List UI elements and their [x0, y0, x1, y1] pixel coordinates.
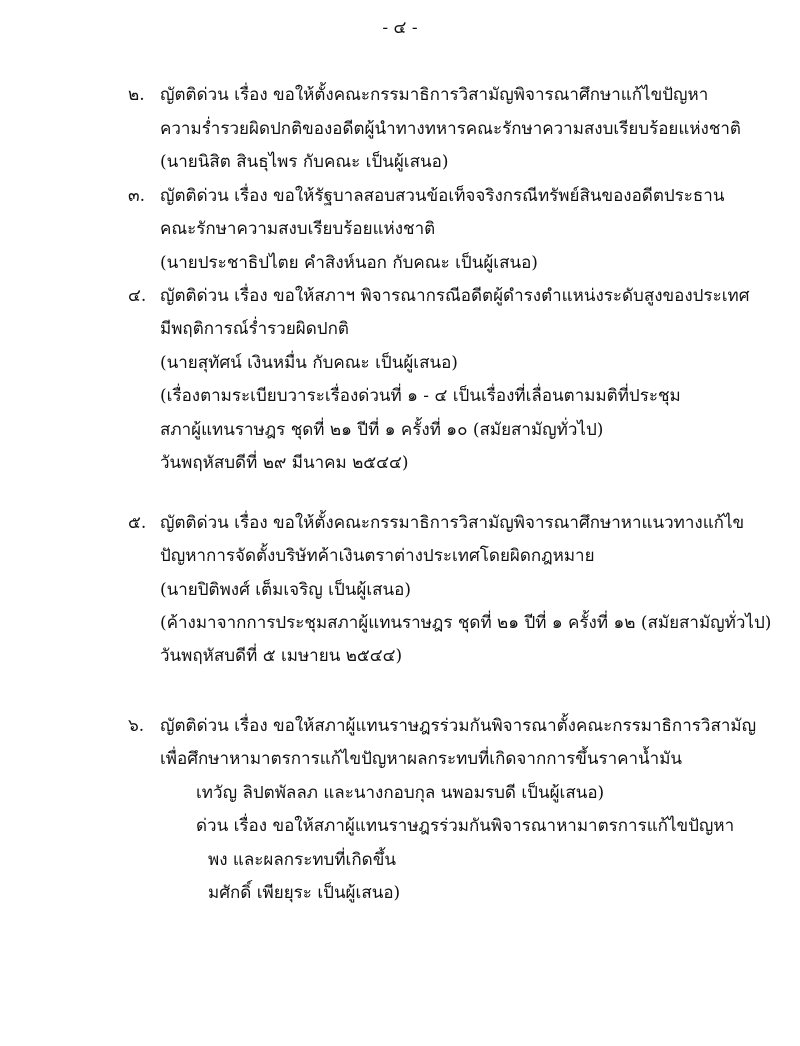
- item-line: เพื่อศึกษาหามาตรการแก้ไขปัญหาผลกระทบที่เกิดจากการขึ้นราคาน้ำมัน: [160, 749, 683, 769]
- item-line: คณะรักษาความสงบเรียบร้อยแห่งชาติ: [160, 219, 436, 239]
- item-line: ความร่ำรวยผิดปกติของอดีตผู้นำทางทหารคณะรักษาความสงบเรียบร้อยแห่งชาติ: [160, 119, 741, 139]
- item-number: ๓.: [128, 186, 146, 206]
- item-line: วันพฤหัสบดีที่ ๒๙ มีนาคม ๒๕๔๔): [160, 453, 409, 473]
- item-line: ญัตติด่วน เรื่อง ขอให้รัฐบาลสอบสวนข้อเท็จจริงกรณีทรัพย์สินของอดีตประธาน: [160, 186, 725, 206]
- item-line: ญัตติด่วน เรื่อง ขอให้ตั้งคณะกรรมาธิการวิสามัญพิจารณาศึกษาแก้ไขปัญหา: [160, 85, 709, 105]
- page-number: - ๔ -: [382, 18, 418, 38]
- partial-line: เทวัญ ลิปตพัลลภ และนางกอบกุล นพอมรบดี เป็นผู้เสนอ): [196, 783, 605, 803]
- item-line: ปัญหาการจัดตั้งบริษัทค้าเงินตราต่างประเทศโดยผิดกฎหมาย: [160, 546, 595, 566]
- item-line: ญัตติด่วน เรื่อง ขอให้สภาผู้แทนราษฎรร่วมกันพิจารณาตั้งคณะกรรมาธิการวิสามัญ: [160, 716, 757, 736]
- item-line: (นายสุทัศน์ เงินหมื่น กับคณะ เป็นผู้เสนอ): [160, 353, 458, 373]
- item-number: ๒.: [128, 85, 145, 105]
- item-number: ๕.: [128, 513, 147, 533]
- item-line: มีพฤติการณ์ร่ำรวยผิดปกติ: [160, 319, 349, 339]
- item-line: (นายปิติพงศ์ เต็มเจริญ เป็นผู้เสนอ): [160, 580, 411, 600]
- item-line: (นายนิสิต สินธุไพร กับคณะ เป็นผู้เสนอ): [160, 152, 449, 172]
- item-line: ญัตติด่วน เรื่อง ขอให้ตั้งคณะกรรมาธิการวิสามัญพิจารณาศึกษาหาแนวทางแก้ไข: [160, 513, 745, 533]
- item-line: วันพฤหัสบดีที่ ๕ เมษายน ๒๕๔๔): [160, 646, 403, 666]
- partial-line: มศักดิ์ เพียยุระ เป็นผู้เสนอ): [208, 883, 401, 903]
- item-number: ๔.: [128, 286, 147, 306]
- item-line: สภาผู้แทนราษฎร ชุดที่ ๒๑ ปีที่ ๑ ครั้งที่ ๑๐ (สมัยสามัญทั่วไป): [160, 420, 604, 440]
- item-line: (นายประชาธิปไตย คำสิงห์นอก กับคณะ เป็นผู้เสนอ): [160, 253, 538, 273]
- item-line: ญัตติด่วน เรื่อง ขอให้สภาฯ พิจารณากรณีอดีตผู้ดำรงตำแหน่งระดับสูงของประเทศ: [160, 286, 750, 306]
- item-line: (เรื่องตามระเบียบวาระเรื่องด่วนที่ ๑ - ๔ เป็นเรื่องที่เลื่อนตามมติที่ประชุม: [160, 386, 681, 406]
- partial-line: พง และผลกระทบที่เกิดขึ้น: [208, 850, 396, 870]
- partial-line: ด่วน เรื่อง ขอให้สภาผู้แทนราษฎรร่วมกันพิจารณาหามาตรการแก้ไขปัญหา: [196, 816, 735, 836]
- item-line: (ค้างมาจากการประชุมสภาผู้แทนราษฎร ชุดที่ ๒๑ ปีที่ ๑ ครั้งที่ ๑๒ (สมัยสามัญทั่วไป): [160, 613, 772, 633]
- item-number: ๖.: [128, 716, 145, 736]
